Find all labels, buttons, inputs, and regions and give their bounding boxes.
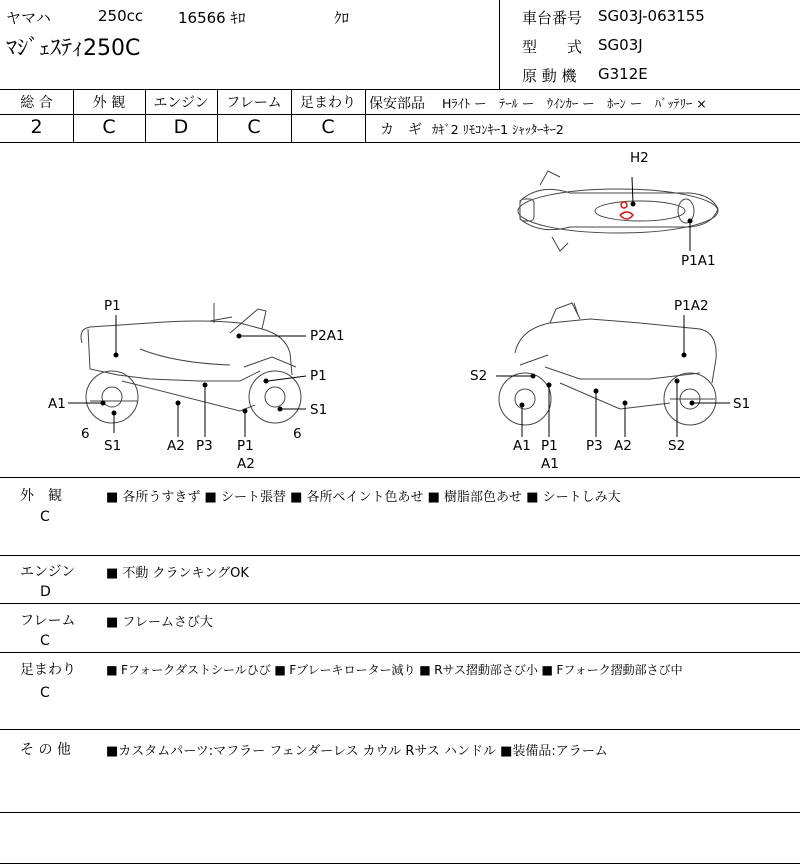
rule-remark-5: [0, 812, 800, 813]
label-right-p1a2: P1A2: [674, 298, 709, 314]
frame-no: SG03J-063155: [598, 7, 705, 25]
displacement: 250cc: [98, 7, 144, 25]
label-right-s2: S2: [470, 368, 488, 384]
remark-label-exterior: 外 観: [20, 488, 62, 504]
label-right-s2-bottom: S2: [668, 438, 686, 454]
left-side-scooter: [81, 303, 301, 423]
label-left-p1: P1: [104, 298, 121, 314]
mileage: 16566 ｷﾛ: [178, 9, 246, 27]
grade-header-frame: フレーム: [226, 95, 282, 111]
rule-diagram-bottom: [0, 477, 800, 478]
label-left-6-right: 6: [293, 426, 302, 442]
grade-header-engine: エンジン: [153, 95, 209, 111]
grade-header-suspension: 足まわり: [300, 95, 356, 111]
label-right-a2: A2: [614, 438, 632, 454]
engine-code: G312E: [598, 65, 648, 83]
leader-lines: [68, 177, 730, 437]
key-value: ｶｷﾞ2 ﾘﾓｺﾝｷｰ1 ｼｬｯﾀｰｷｰ2: [432, 122, 564, 137]
label-left-s1-bottom: S1: [104, 438, 122, 454]
label-left-p3: P3: [196, 438, 213, 454]
label-right-p3: P3: [586, 438, 603, 454]
frame-no-label: 車台番号: [522, 9, 583, 27]
label-left-p1-right: P1: [310, 368, 327, 384]
label-right-s1: S1: [733, 396, 751, 412]
label-right-a1: A1: [513, 438, 531, 454]
grade-value-exterior: C: [102, 116, 116, 138]
grade-header-exterior: 外 観: [92, 95, 126, 111]
remark-grade-suspension: C: [40, 685, 50, 701]
label-top-p1a1: P1A1: [681, 253, 716, 269]
grade-value-suspension: C: [321, 116, 335, 138]
rule-header-bottom: [0, 89, 800, 90]
remark-grade-exterior: C: [40, 509, 50, 525]
remark-text-other: ■カスタムパーツ:マフラー フェンダーレス カウル Rサス ハンドル ■装備品:アラーム: [106, 744, 608, 759]
grade-value-overall: 2: [30, 116, 43, 138]
maker: ヤマハ: [6, 9, 51, 27]
remark-label-suspension: 足まわり: [20, 662, 76, 678]
rule-remark-3: [0, 652, 800, 653]
label-left-6-left: 6: [81, 426, 90, 442]
label-left-s1-right: S1: [310, 402, 328, 418]
model-name: ﾏｼﾞｪｽﾃｨ250C: [6, 36, 141, 61]
label-left-p2a1: P2A1: [310, 328, 345, 344]
grade-value-engine: D: [173, 116, 189, 138]
rule-header-divider: [499, 0, 500, 89]
engine-code-label: 原 動 機: [522, 67, 577, 85]
remark-text-exterior: ■ 各所うすきず ■ シート張替 ■ 各所ペイント色あせ ■ 樹脂部色あせ ■ シートしみ大: [106, 490, 621, 505]
rule-grade-5: [365, 89, 366, 142]
safety-parts-label: 保安部品: [369, 96, 425, 112]
rule-remark-2: [0, 603, 800, 604]
remark-grade-engine: D: [40, 584, 51, 600]
grade-header-overall: 総 合: [20, 95, 53, 111]
model-code: SG03J: [598, 36, 643, 54]
rule-page-bottom: [0, 863, 800, 864]
label-right-a1-below: A1: [541, 456, 559, 472]
label-right-p1: P1: [541, 438, 558, 454]
top-view-scooter: [518, 171, 718, 251]
rule-remark-4: [0, 729, 800, 730]
remark-label-frame: フレーム: [20, 613, 76, 629]
safety-parts-items: Hﾗｲﾄ ー ﾃｰﾙ ー ｳｲﾝｶｰ ー ﾎｰﾝ ー ﾊﾞｯﾃﾘｰ ×: [442, 96, 707, 111]
key-label: カ ギ: [380, 122, 422, 138]
label-left-p1-bottom: P1: [237, 438, 254, 454]
remark-text-engine: ■ 不動 クランキングOK: [106, 566, 249, 581]
label-top-h2: H2: [630, 150, 649, 166]
remark-text-frame: ■ フレームさび大: [106, 615, 213, 630]
remark-label-engine: エンジン: [20, 564, 76, 580]
rule-remark-1: [0, 555, 800, 556]
label-left-a1: A1: [48, 396, 66, 412]
remark-text-suspension: ■ Fフォークダストシールひび ■ Fブレーキローター減り ■ Rサス摺動部さび小 ■ Fフォーク摺動部さび中: [106, 663, 683, 677]
label-left-a2: A2: [167, 438, 185, 454]
model-code-label: 型 式: [522, 38, 583, 56]
grade-value-frame: C: [247, 116, 261, 138]
label-left-a2-bottom: A2: [237, 456, 255, 472]
rule-grade-mid-left: [0, 114, 365, 115]
rule-grade-mid-right: [365, 114, 800, 115]
remark-label-other: そ の 他: [20, 742, 71, 758]
remark-grade-frame: C: [40, 633, 50, 649]
color: ｸﾛ: [334, 9, 350, 27]
